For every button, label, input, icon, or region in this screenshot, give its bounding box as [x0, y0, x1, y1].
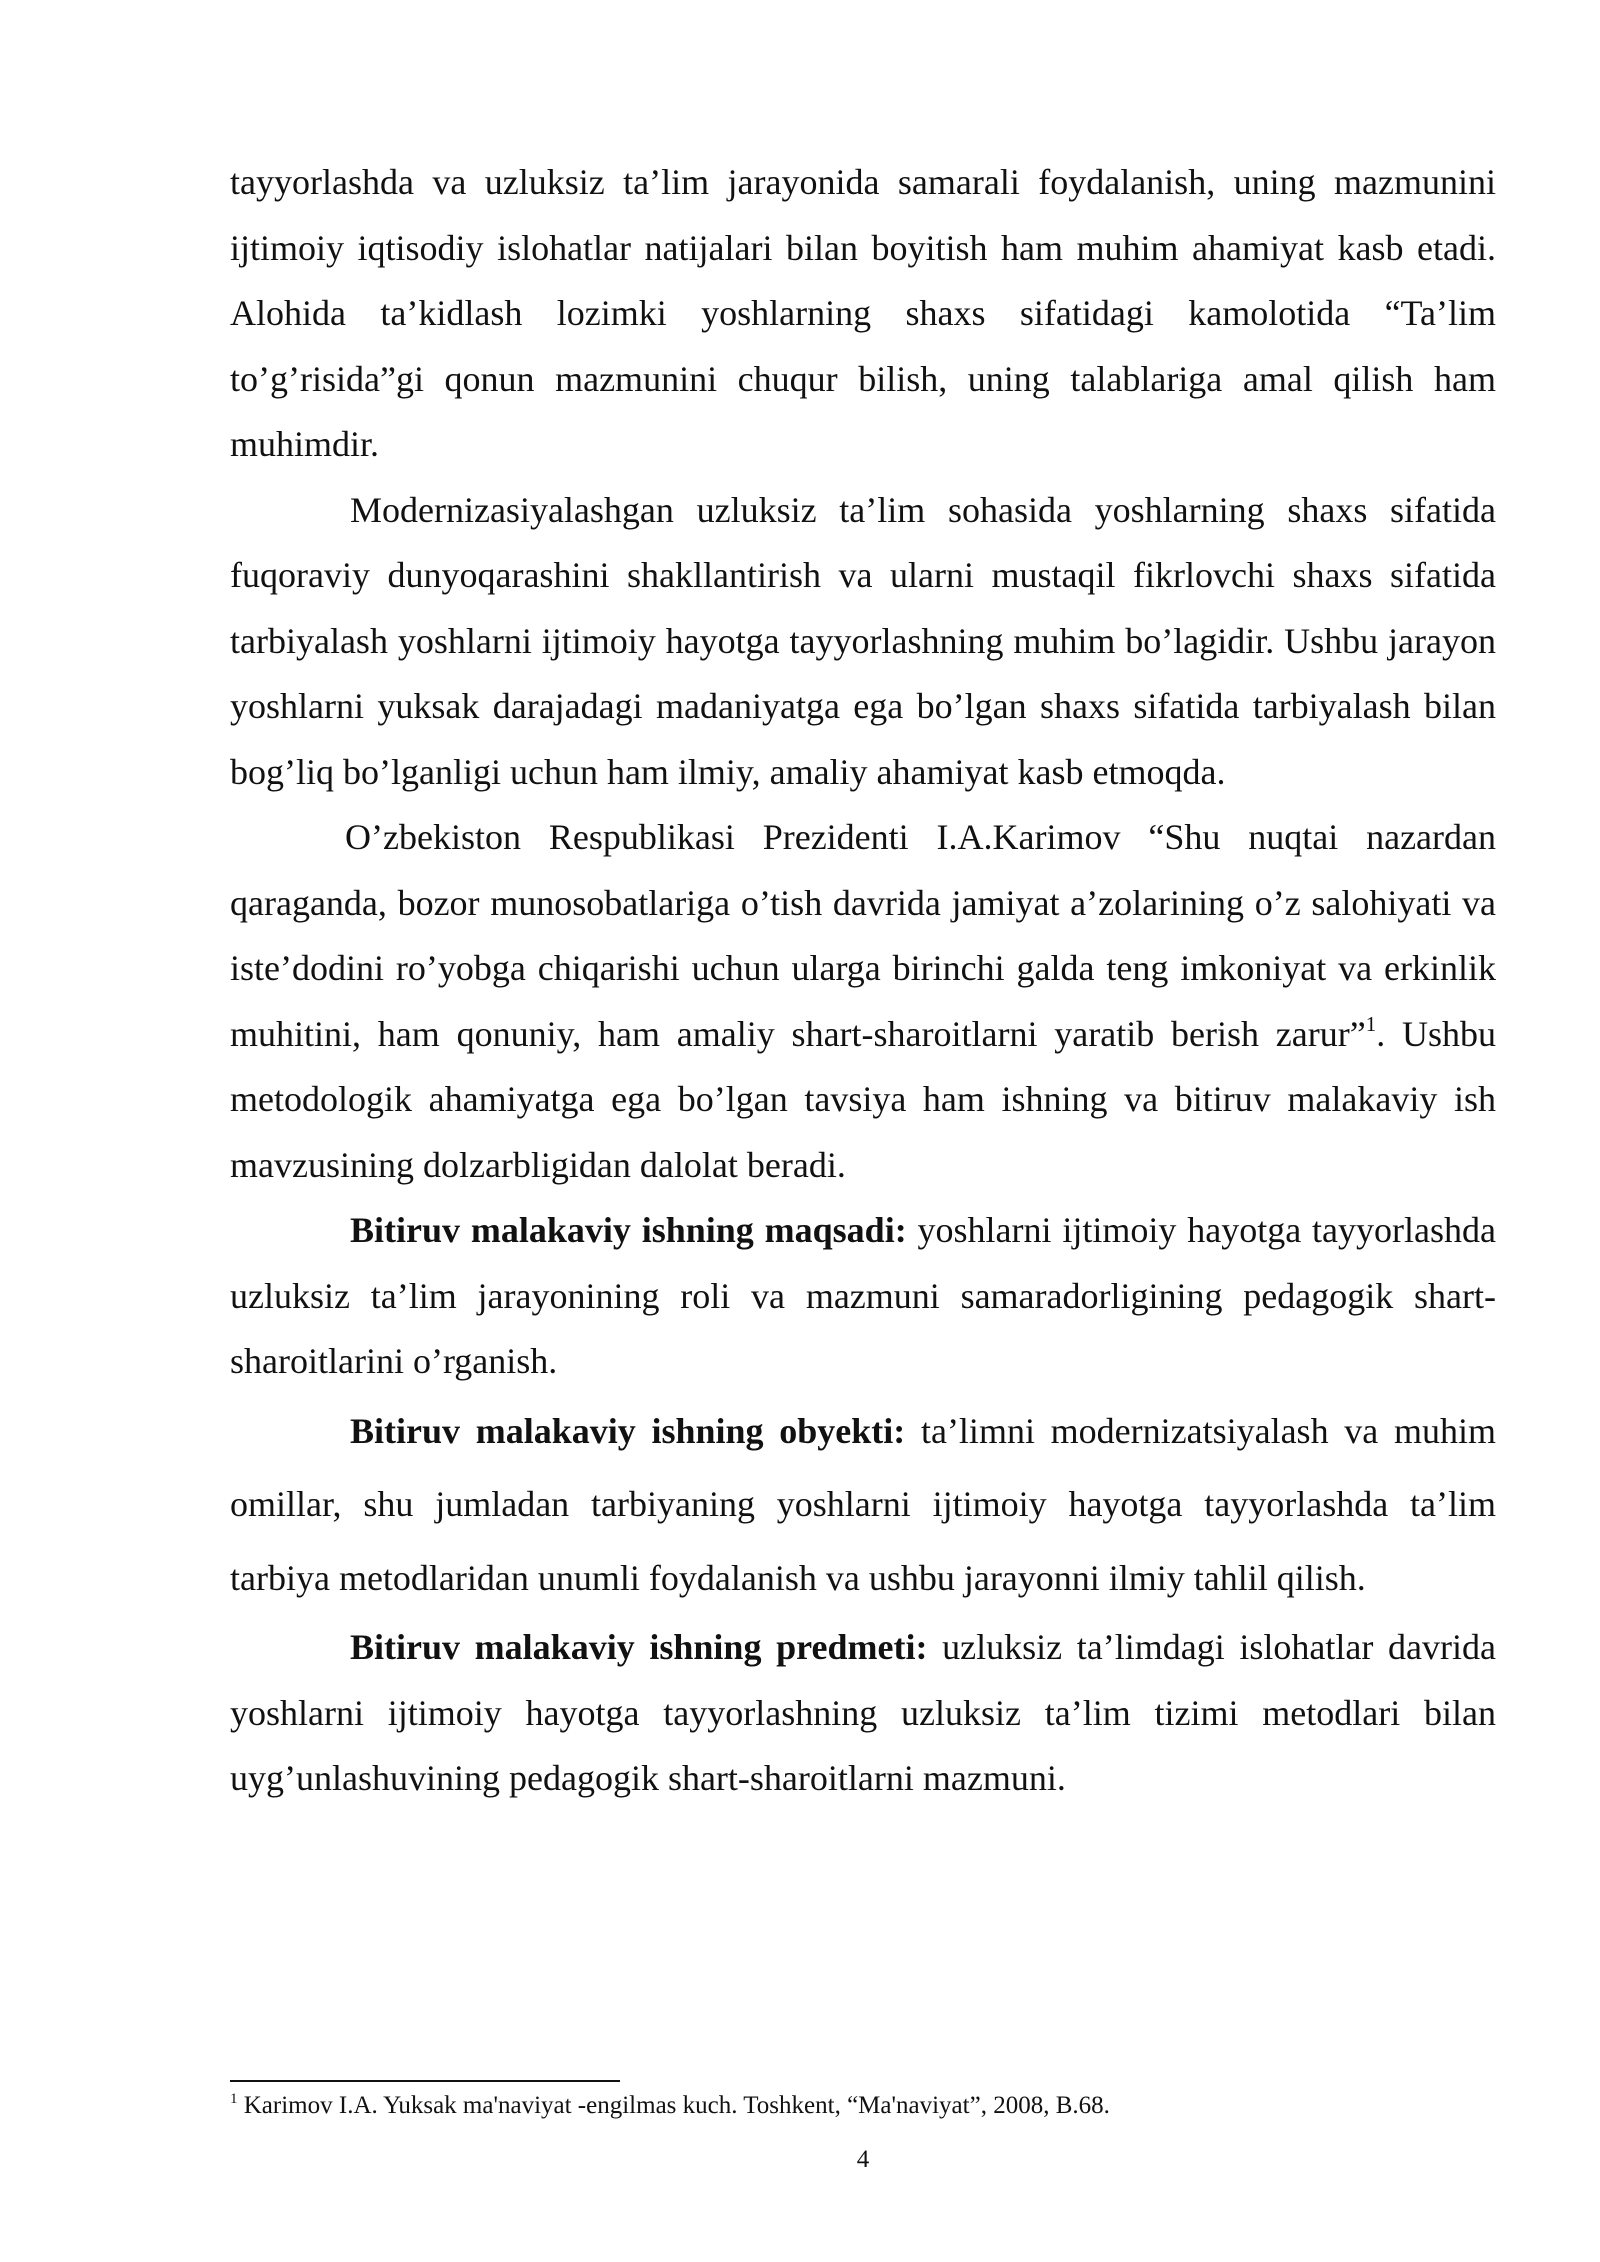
footnote-separator	[230, 2080, 620, 2082]
footnote-mark: 1	[230, 2091, 238, 2107]
subject-text: uzluksiz ta’limdagi islohatlar davrida yoshlarni ijtimoiy hayotga tayyorlashning uzluksiz ta’lim tizimi metodlari bilan uyg’unlashuvining pedagogik shart-sharoitlarni mazmuni.	[230, 1627, 1496, 1798]
footnote-reference[interactable]: 1	[1365, 1011, 1377, 1036]
footnote	[230, 2088, 1496, 2124]
goal-text: yoshlarni ijtimoiy hayotga tayyorlashda uzluksiz ta’lim jarayonining roli va mazmuni samaradorligining pedagogik shart-sharoitlarini o’rganish.	[230, 1210, 1496, 1381]
footnote-text: Karimov I.A. Yuksak ma'naviyat -engilmas kuch. Toshkent, “Ma'naviyat”, 2008, B.68.	[237, 2092, 1110, 2119]
paragraph-subject	[230, 1615, 1496, 1812]
page-number: 4	[856, 2146, 870, 2173]
paragraph-object	[230, 1395, 1496, 1616]
quote-text: O’zbekiston Respublikasi Prezidenti I.A.Karimov “Shu nuqtai nazardan qaraganda, bozor munosobatlariga o’tish davrida jamiyat a’zolarining o’z salohiyati va iste’dodini ro’yobga chiqarishi uchun ularga birinchi galda teng imkoniyat va erkinlik muhitini, ham qonuniy, ham amaliy shart-sharoitlarni yaratib berish zarur”	[230, 817, 1496, 1054]
quote-continuation: . Ushbu metodologik ahamiyatga ega bo’lgan tavsiya ham ishning va bitiruv malakaviy ish mavzusining dolzarbligidan dalolat beradi.	[230, 1013, 1497, 1185]
goal-label: Bitiruv malakaviy ishning maqsadi:	[350, 1210, 907, 1250]
paragraph-1: tayyorlashda va uzluksiz ta’lim jarayonida samarali foydalanish, uning mazmunini ijtimoiy iqtisodiy islohatlar natijalari bilan boyitish ham muhim ahamiyat kasb etadi. Alohida ta’kidlash lozimki yoshlarning shaxs sifatidagi kamolotida “Ta’lim to’g’risida”gi qonun mazmunini chuqur bilish, uning talablariga amal qilish ham muhimdir.	[230, 162, 1496, 464]
body-text	[230, 150, 1496, 1812]
subject-label: Bitiruv malakaviy ishning predmeti:	[350, 1627, 928, 1667]
paragraph-2: Modernizasiyalashgan uzluksiz ta’lim sohasida yoshlarning shaxs sifatida fuqoraviy dunyoqarashini shakllantirish va ularni mustaqil fikrlovchi shaxs sifatida tarbiyalash yoshlarni ijtimoiy hayotga tayyorlashning muhim bo’lagidir. Ushbu jarayon yoshlarni yuksak darajadagi madaniyatga ega bo’lgan shaxs sifatida tarbiyalash bilan bog’liq bo’lganligi uchun ham ilmiy, amaliy ahamiyat kasb etmoqda.	[230, 489, 1496, 792]
object-text: ta’limni modernizatsiyalash va muhim omillar, shu jumladan tarbiyaning yoshlarni ijtimoiy hayotga tayyorlashda ta’lim tarbiya metodlaridan unumli foydalanish va ushbu jarayonni ilmiy tahlil qilish.	[230, 1410, 1496, 1598]
object-label: Bitiruv malakaviy ishning obyekti:	[350, 1410, 906, 1451]
paragraph-goal	[230, 1198, 1496, 1395]
paragraph-3	[230, 805, 1496, 1198]
